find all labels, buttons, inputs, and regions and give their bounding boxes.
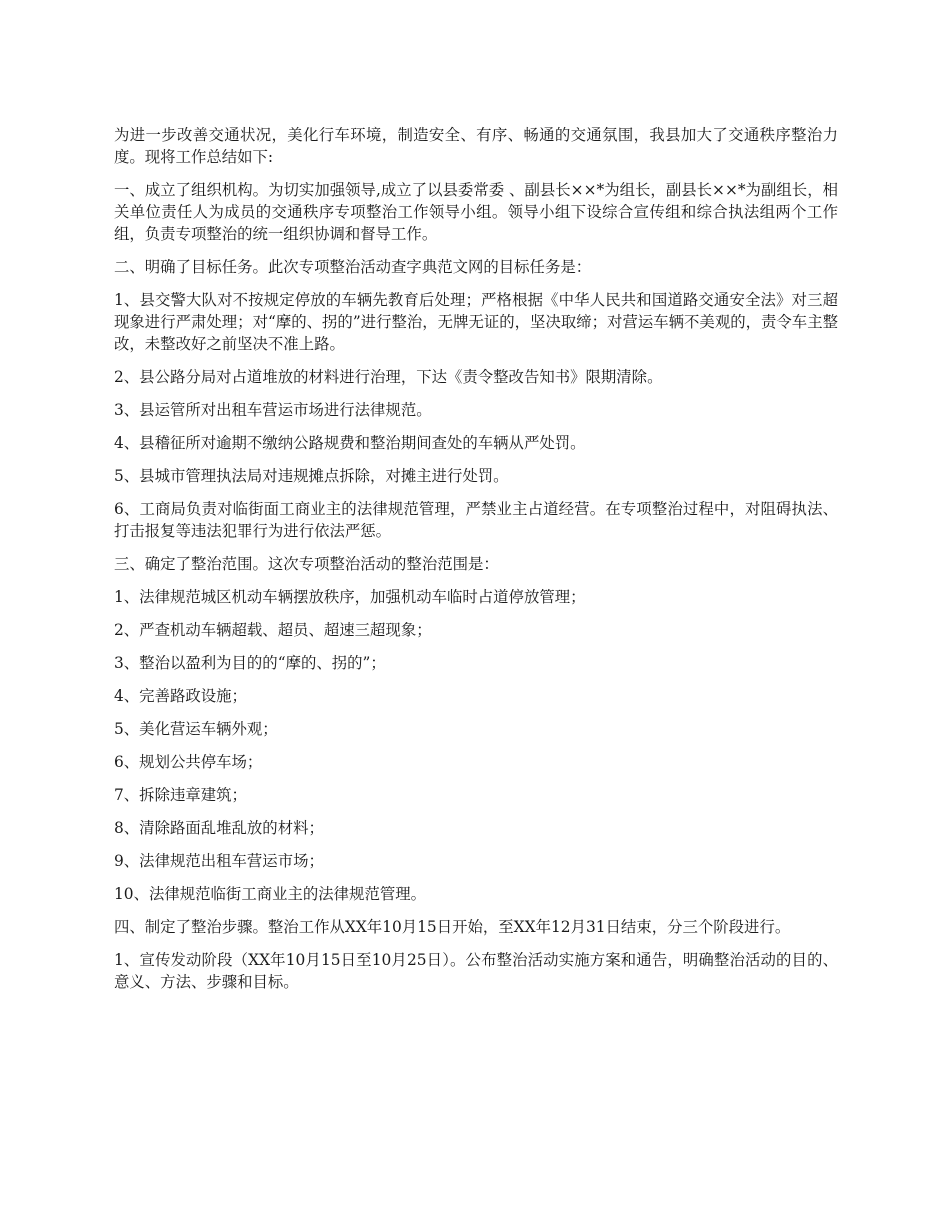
document-body bbox=[114, 124, 838, 1004]
task-item: 5、县城市管理执法局对违规摊点拆除，对摊主进行处罚。 bbox=[114, 467, 509, 485]
scope-item: 1、法律规范城区机动车辆摆放秩序，加强机动车临时占道停放管理； bbox=[114, 588, 586, 606]
scope-item: 6、规划公共停车场； bbox=[114, 753, 263, 771]
scope-item: 7、拆除违章建筑； bbox=[114, 786, 247, 804]
task-item: 4、县稽征所对逾期不缴纳公路规费和整治期间查处的车辆从严处罚。 bbox=[114, 434, 586, 452]
scope-item: 8、清除路面乱堆乱放的材料； bbox=[114, 819, 324, 837]
scope-item: 10、法律规范临街工商业主的法律规范管理。 bbox=[114, 885, 427, 903]
section-4-paragraph: 四、制定了整治步骤。整治工作从XX年10月15日开始，至XX年12月31日结束，分三个阶段进行。 bbox=[114, 918, 791, 936]
scope-item: 2、严查机动车辆超载、超员、超速三超现象； bbox=[114, 621, 432, 639]
scope-item: 3、整治以盈利为目的的“摩的、拐的”； bbox=[114, 654, 386, 672]
intro-paragraph: 为进一步改善交通状况，美化行车环境，制造安全、有序、畅通的交通氛围，我县加大了交通秩序整治力度。现将工作总结如下: bbox=[114, 126, 838, 166]
task-item: 6、工商局负责对临街面工商业主的法律规范管理，严禁业主占道经营。在专项整治过程中，对阻碍执法、打击报复等违法犯罪行为进行依法严惩。 bbox=[114, 500, 838, 540]
task-item: 2、县公路分局对占道堆放的材料进行治理，下达《责令整改告知书》限期清除。 bbox=[114, 368, 663, 386]
scope-item: 5、美化营运车辆外观； bbox=[114, 720, 278, 738]
scope-item: 9、法律规范出租车营运市场； bbox=[114, 852, 324, 870]
task-item: 1、县交警大队对不按规定停放的车辆先教育后处理；严格根据《中华人民共和国道路交通安全法》对三超现象进行严肃处理；对“摩的、拐的”进行整治，无牌无证的，坚决取缔；对营运车辆不美观的，责令车主整改，未整改好之前坚决不准上路。 bbox=[114, 291, 838, 353]
task-item: 3、县运管所对出租车营运市场进行法律规范。 bbox=[114, 401, 432, 419]
step-item: 1、宣传发动阶段（XX年10月15日至10月25日）。公布整治活动实施方案和通告，明确整治活动的目的、意义、方法、步骤和目标。 bbox=[114, 951, 838, 991]
section-3-heading: 三、确定了整治范围。这次专项整治活动的整治范围是： bbox=[114, 555, 499, 573]
section-1-paragraph: 一、成立了组织机构。为切实加强领导,成立了以县委常委 、副县长××*为组长，副县长××*为副组长，相关单位责任人为成员的交通秩序专项整治工作领导小组。领导小组下设综合宣传组和综合执法组两个工作组，负责专项整治的统一组织协调和督导工作。 bbox=[114, 181, 838, 243]
scope-item: 4、完善路政设施； bbox=[114, 687, 247, 705]
section-2-heading: 二、明确了目标任务。此次专项整治活动查字典范文网的目标任务是： bbox=[114, 258, 592, 276]
